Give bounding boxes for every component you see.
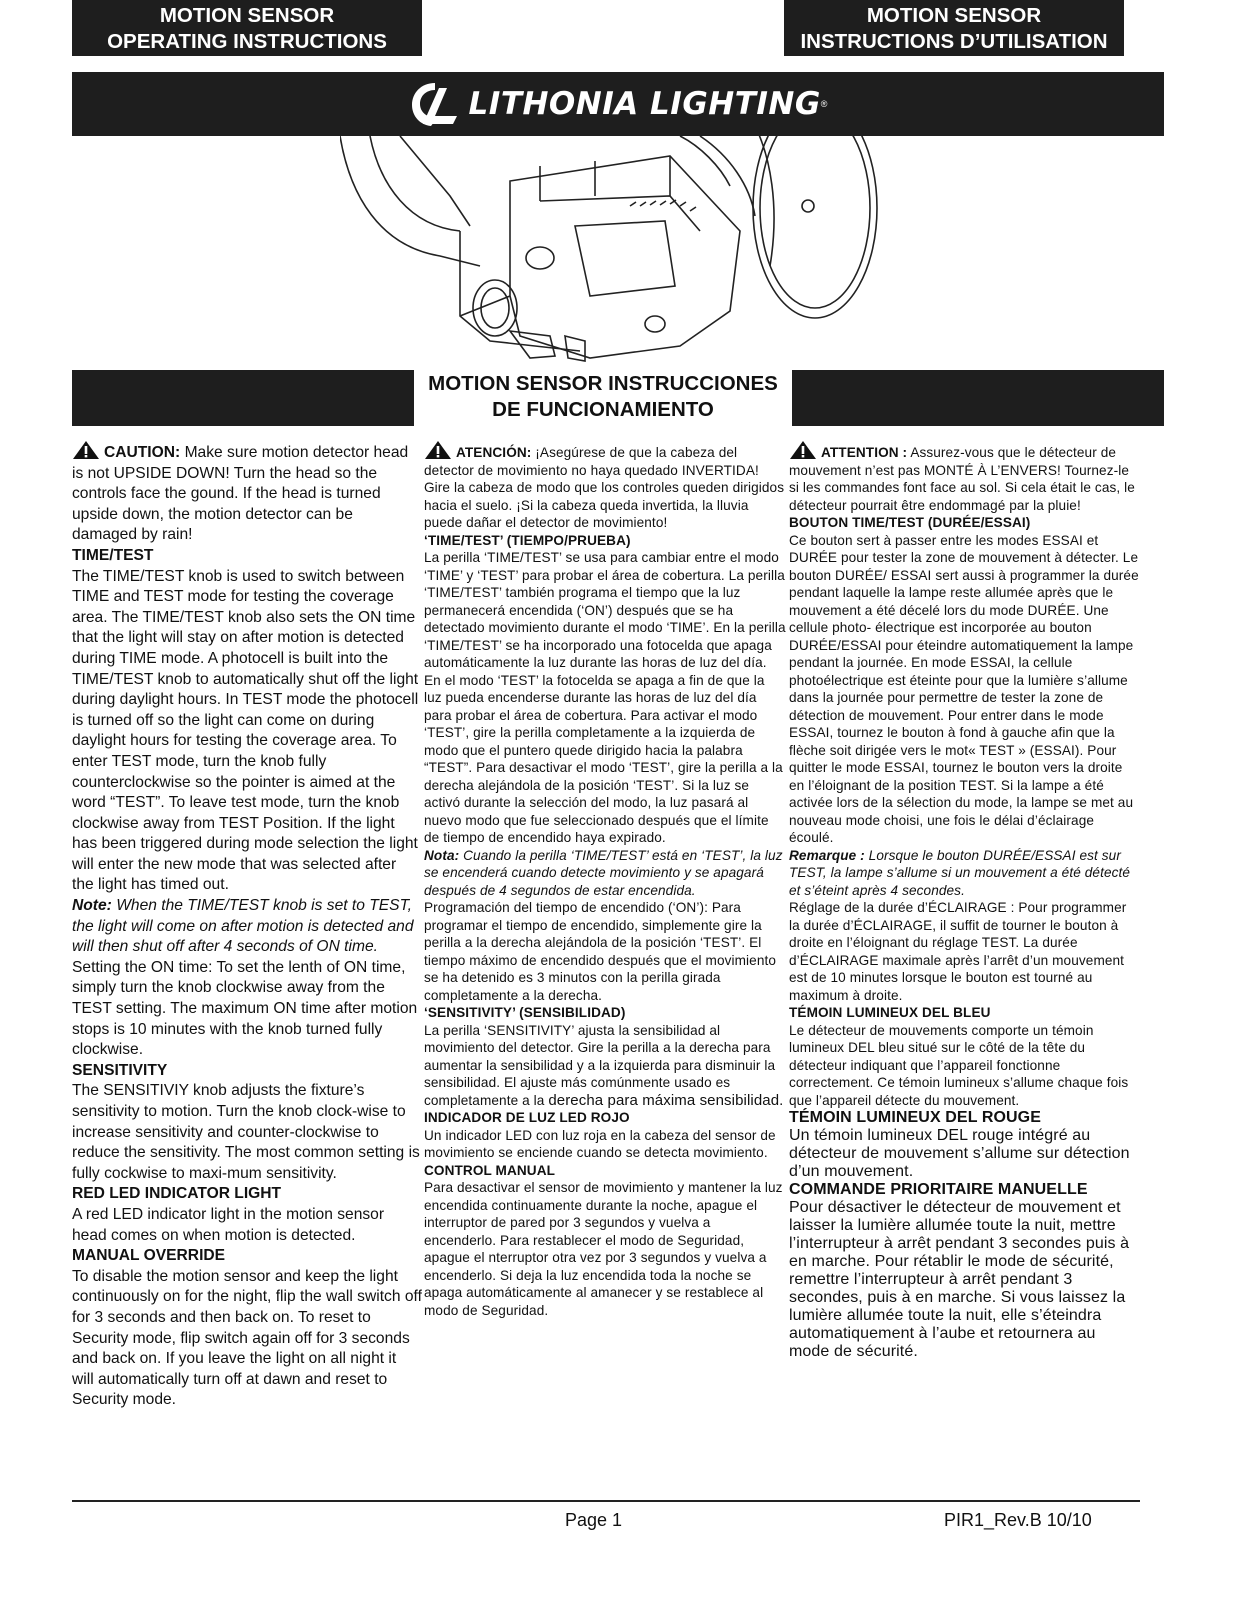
fr-time-test-heading: BOUTON TIME/TEST (DURÉE/ESSAI) [789, 515, 1031, 530]
fr-title-line-1: MOTION SENSOR [866, 4, 1042, 27]
en-title-line-2: OPERATING INSTRUCTIONS [107, 30, 387, 53]
en-sensitivity-heading: SENSITIVITY [72, 1061, 168, 1079]
fr-title-line-2: INSTRUCTIONS D’UTILISATION [800, 30, 1108, 53]
es-led-text: Un indicador LED con luz roja en la cabeza del sensor de movimiento se enciende cuando se detecta movimiento. [424, 1127, 776, 1160]
fr-led-text: Le détecteur de mouvements comporte un témoin lumineux DEL bleu situé sur le côté de la tête du détecteur indiquant que l’appareil fonctionne correctement. Ce témoin lumineux s’allume chaque fois que l’appareil détecte du mouvement. [789, 1022, 1129, 1108]
es-time-test-heading: ‘TIME/TEST’ (TIEMPO/PRUEBA) [424, 532, 631, 548]
motion-sensor-fixture-illustration-icon [340, 136, 900, 370]
en-note-text: When the TIME/TEST knob is set to TEST, the light will come on after motion is detected and will then shut off after 4 seconds of ON time. [72, 897, 414, 956]
brand-banner [72, 72, 1164, 136]
en-note-label: Note: [72, 897, 112, 915]
fr-override-heading: COMMANDE PRIORITAIRE MANUELLE [789, 1181, 1088, 1198]
en-led-text: A red LED indicator light in the motion sensor head comes on when motion is detected. [72, 1205, 385, 1244]
spanish-instructions [424, 440, 786, 1319]
fr-override-text: Pour désactiver le détecteur de mouvement et laisser la lumière allumée toute la nuit, mettre l’interrupteur à arrêt pendant 3 secondes puis à en marche. Pour rétablir le mode de sécurité, remettre l’interrupteur à arrêt pendant 3 secondes, puis à en marche. Si vous laissez la lumière allumée toute la nuit, elle s’éteindra automatiquement à l’aube et retournera au mode de sécurité. [789, 1199, 1130, 1360]
en-caution-text: Make sure motion detector head is not UPSIDE DOWN! Turn the head so the controls face the gound. If the head is turned upside down, the motion detector can be damaged by rain! [72, 444, 409, 544]
warning-triangle-icon [789, 440, 817, 460]
es-note-text: Cuando la perilla ‘TIME/TEST’ está en ‘TEST’, la luz se encenderá cuando detecte movimiento y se apagará después de 4 segundos de estar encendida. [424, 847, 783, 898]
es-led-heading: INDICADOR DE LUZ LED ROJO [424, 1110, 630, 1125]
en-caution-label: CAUTION: [104, 444, 181, 461]
es-caution-text: ¡Asegúrese de que la cabeza del detector de movimiento no haya quedado INVERTIDA! Gire la cabeza de modo que los controles queden dirigidos hacia el suelo. ¡Si la cabeza queda invertida, la lluvia puede dañar el detector de movimiento! [424, 445, 785, 530]
fr-led2-text: Un témoin lumineux DEL rouge intégré au détecteur de mouvement s’allume sur détection d’un mouvement. [789, 1127, 1130, 1180]
es-sensitivity-text-end: derecha para máxima sensibilidad. [548, 1091, 784, 1109]
warning-triangle-icon [424, 440, 452, 460]
english-instructions [72, 440, 422, 1411]
en-time-test-text: The TIME/TEST knob is used to switch between TIME and TEST mode for testing the coverage area. The TIME/TEST knob also sets the ON time that the light will stay on after motion is detected during TIME mode. A photocell is built into the TIME/TEST knob to automatically shut off the light during daylight hours. In TEST mode the photocell is turned off so the light can come on during daylight hours for testing the coverage area. To enter TEST mode, turn the knob fully counterclockwise so the pointer is aimed at the word “TEST”. To leave test mode, turn the knob clockwise away from TEST Position. If the light has been triggered during mode selection the light will enter the new mode that was selected after the light has timed out. [72, 567, 419, 894]
en-section-title [72, 0, 422, 56]
en-on-time-text: Setting the ON time: To set the lenth of ON time, simply turn the knob clockwise away from the TEST setting. The maximum ON time after motion stops is 10 minutes with the knob turned fully clockwise. [72, 958, 418, 1059]
en-note [72, 896, 422, 958]
fr-caution [789, 440, 1139, 514]
lithonia-logo-mark-icon [409, 80, 461, 128]
fr-led2-heading: TÉMOIN LUMINEUX DEL ROUGE [789, 1109, 1041, 1126]
es-title-box [414, 370, 792, 426]
fr-caution-text: Assurez-vous que le détecteur de mouvement n’est pas MONTÉ À L’ENVERS! Tournez-le si les commandes font face au sol. Si cela était le cas, le détecteur pourrait être endommagé par la pluie! [789, 445, 1135, 513]
es-note [424, 847, 786, 900]
es-sensitivity-text [424, 1022, 786, 1110]
warning-triangle-icon [72, 440, 100, 460]
fr-note-text: Lorsque le bouton DURÉE/ESSAI est sur TEST, la lampe s’allume si un mouvement a été détecté et s’éteint après 4 secondes. [789, 847, 1131, 898]
en-caution [72, 440, 422, 546]
footer-rule [72, 1500, 1140, 1502]
es-caution-label: ATENCIÓN: [456, 445, 532, 460]
es-time-test-text: La perilla ‘TIME/TEST’ se usa para cambiar entre el modo ‘TIME’ y ‘TEST’ para probar el área de cobertura. La perilla ‘TIME/TEST’ también programa el tiempo que la luz permanecerá encendida (‘ON’) después que se ha detectado movimiento durante el modo ‘TIME’. En la perilla ‘TIME/TEST’ se ha incorporado una fotocelda que apaga automáticamente la luz durante las horas de luz del día. En el modo ‘TEST’ la fotocelda se apaga a fin de que la luz pueda encenderse durante las horas de luz del día para probar el área de cobertura. Para activar el modo ‘TEST’, gire la perilla completamente a la izquierda de modo que el puntero quede dirigido hacia la palabra “TEST”. Para desactivar el modo ‘TEST’, gire la perilla a la derecha alejándola de la posición ‘TEST’. Si la luz se activó durante la selección del modo, la luz pasará al nuevo modo que fue seleccionado después que el límite de tiempo de encendido haya expirado. [424, 550, 786, 845]
registered-mark: ® [820, 99, 828, 109]
es-on-time-text: Programación del tiempo de encendido (‘ON’): Para programar el tiempo de encendido, simplemente gire la perilla a la derecha alejándola de la posición ‘TEST’. El tiempo máximo de encendido después que el movimiento se ha detenido es 3 minutos con la perilla girada completamente a la derecha. [424, 900, 777, 1003]
es-override-text: Para desactivar el sensor de movimiento y mantener la luz encendida continuamente durante la noche, apague el interruptor de pared por 3 segundos y vuelva a encenderlo. Para restablecer el modo de Seguridad, apague el nterruptor otra vez por 3 segundos y vuelva a encenderlo. Si deja la luz encendida toda la noche se apaga automáticamente al amanecer y se restablece al modo de Seguridad. [424, 1180, 783, 1318]
es-title-line-2: DE FUNCIONAMIENTO [492, 398, 714, 421]
fr-on-time-text: Réglage de la durée d’ÉCLAIRAGE : Pour programmer la durée d’ÉCLAIRAGE, il suffit de tourner le bouton à droite en l’éloignant du réglage TEST. La durée d’ÉCLAIRAGE maximale après l’arrêt d’un mouvement est de 10 minutes lorsque le bouton est tourné au maximum à droite. [789, 900, 1127, 1003]
brand-name: LITHONIA LIGHTING [468, 86, 821, 122]
en-title-line-1: MOTION SENSOR [159, 4, 335, 27]
es-note-label: Nota: [424, 847, 460, 863]
es-sensitivity-text-main: La perilla ‘SENSITIVITY’ ajusta la sensibilidad al movimiento del detector. Gire la perilla a la derecha para aumentar la sensibilidad y a la izquierda para disminuir la sensibilidad. El ajuste más comúnmente usado es completamente a la [424, 1022, 776, 1108]
fr-caution-label: ATTENTION : [821, 445, 908, 460]
fr-time-test-text: Ce bouton sert à passer entre les modes ESSAI et DURÉE pour tester la zone de mouvement à détecter. Le bouton DURÉE/ ESSAI sert aussi à programmer la durée pendant laquelle la lampe reste allumée après que le mouvement a été décelé lors du mode DURÉE. Une cellule photo- électrique est incorporée au bouton DURÉE/ESSAI pour éteindre automatiquement la lampe pendant la journée. En mode ESSAI, la cellule photoélectrique est éteinte pour que la lumière s’allume dans la journée pour permettre de tester la zone de détection de mouvement. Pour entrer dans le mode ESSAI, tournez le bouton à fond à gauche afin que la flèche soit dirigée vers le mot« TEST » (ESSAI). Pour quitter le mode ESSAI, tournez le bouton vers la droite en l’éloignant de la position TEST. Si la lampe a été activée lors de la sélection du mode, la lampe se met au nouveau mode choisi, une fois le délai d’éclairage écoulé. [789, 532, 1139, 845]
en-override-heading: MANUAL OVERRIDE [72, 1247, 226, 1265]
fr-section-title [784, 0, 1124, 56]
fr-note-label: Remarque : [789, 847, 865, 863]
es-override-heading: CONTROL MANUAL [424, 1162, 556, 1178]
page-number: Page 1 [565, 1510, 623, 1530]
es-title-line-1: MOTION SENSOR INSTRUCCIONES [428, 372, 778, 395]
french-instructions [789, 440, 1139, 1361]
es-section-title [414, 370, 792, 426]
en-time-test-heading: TIME/TEST [72, 546, 154, 564]
es-sensitivity-heading: ‘SENSITIVITY’ (SENSIBILIDAD) [424, 1005, 626, 1020]
en-override-text: To disable the motion sensor and keep the light continuously on for the night, flip the wall switch off for 3 seconds and then back on. To reset to Security mode, flip switch again off for 3 seconds and back on. If you leave the light on all night it will automatically turn off at dawn and reset to Security mode. [72, 1267, 422, 1409]
en-sensitivity-text: The SENSITIVIY knob adjusts the fixture’s sensitivity to motion. Turn the knob clock-wise to increase sensitivity and counter-clockwise to reduce the sensitivity. The most common setting is fully cockwise to maxi-mum sensitivity. [72, 1082, 420, 1182]
document-revision: PIR1_Rev.B 10/10 [944, 1510, 1092, 1530]
en-led-heading: RED LED INDICATOR LIGHT [72, 1185, 282, 1203]
fr-note [789, 847, 1139, 900]
fr-led-heading: TÉMOIN LUMINEUX DEL BLEU [789, 1005, 991, 1020]
es-caution [424, 440, 786, 532]
